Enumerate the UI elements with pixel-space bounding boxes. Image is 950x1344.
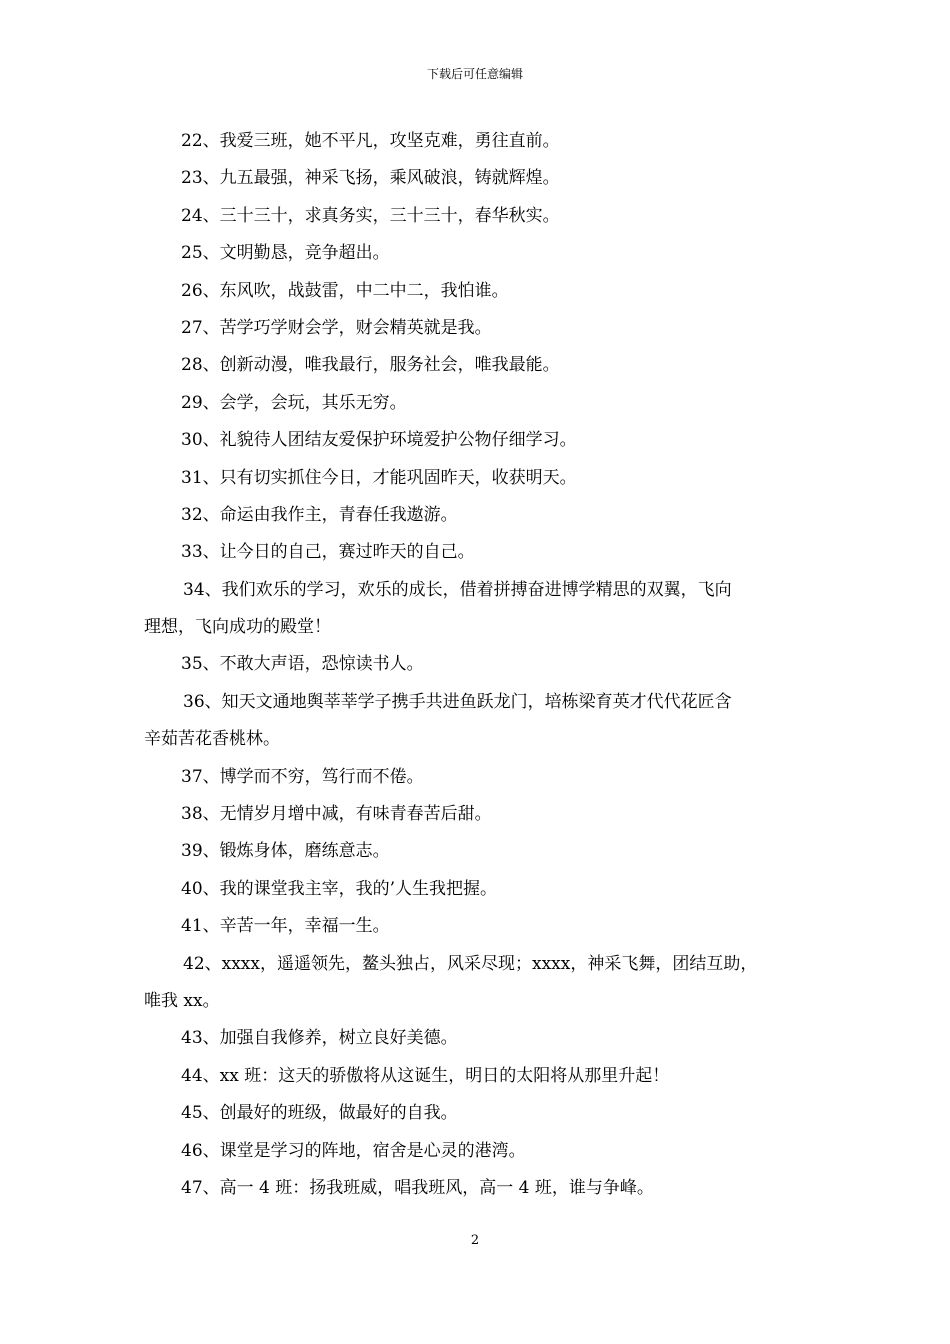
- slogan-42: 42、xxxx，遥遥领先，鳌头独占，风采尽现；xxxx，神采飞舞，团结互助，: [183, 953, 758, 974]
- slogan-36: 36、知天文通地舆莘莘学子携手共进鱼跃龙门，培栋梁育英才代代花匠含: [183, 691, 732, 712]
- document-body: [144, 123, 824, 1207]
- slogan-33: 33、让今日的自己，赛过昨天的自己。: [181, 542, 475, 563]
- slogan-43: 43、加强自我修养，树立良好美德。: [181, 1028, 458, 1049]
- slogan-45: 45、创最好的班级，做最好的自我。: [181, 1103, 458, 1124]
- page-header: 下载后可任意编辑: [426, 67, 523, 81]
- slogan-29: 29、会学，会玩，其乐无穷。: [181, 392, 407, 413]
- slogan-34: 34、我们欢乐的学习，欢乐的成长，借着拼搏奋进博学精思的双翼，飞向: [183, 579, 732, 600]
- slogan-37: 37、博学而不穷，笃行而不倦。: [181, 766, 424, 787]
- slogan-23: 23、九五最强，神采飞扬，乘风破浪，铸就辉煌。: [181, 168, 560, 189]
- slogan-38: 38、无情岁月增中减，有味青春苦后甜。: [181, 804, 492, 825]
- slogan-40: 40、我的课堂我主宰，我的’人生我把握。: [181, 878, 498, 899]
- slogan-39: 39、锻炼身体，磨练意志。: [181, 841, 390, 862]
- slogan-44: 44、xx 班：这天的骄傲将从这诞生，明日的太阳将从那里升起！: [181, 1065, 670, 1086]
- slogan-36-continued: 辛茹苦花香桃林。: [144, 729, 280, 750]
- slogan-42-continued: 唯我 xx。: [144, 990, 220, 1011]
- slogan-46: 46、课堂是学习的阵地，宿舍是心灵的港湾。: [181, 1140, 526, 1161]
- slogan-25: 25、文明勤恳，竞争超出。: [181, 243, 390, 264]
- slogan-41: 41、辛苦一年，幸福一生。: [181, 916, 390, 937]
- slogan-30: 30、礼貌待人团结友爱保护环境爱护公物仔细学习。: [181, 430, 577, 451]
- slogan-22: 22、我爱三班，她不平凡，攻坚克难，勇往直前。: [181, 131, 560, 151]
- slogan-47: 47、高一 4 班：扬我班威，唱我班风，高一 4 班，谁与争峰。: [181, 1177, 654, 1198]
- slogan-28: 28、创新动漫，唯我最行，服务社会，唯我最能。: [181, 355, 560, 376]
- slogan-34-continued: 理想，飞向成功的殿堂！: [144, 617, 331, 638]
- page-number: 2: [470, 1233, 480, 1248]
- slogan-27: 27、苦学巧学财会学，财会精英就是我。: [181, 317, 492, 338]
- slogan-32: 32、命运由我作主，青春任我遨游。: [181, 504, 458, 525]
- slogan-24: 24、三十三十，求真务实，三十三十，春华秋实。: [181, 205, 560, 226]
- slogan-31: 31、只有切实抓住今日，才能巩固昨天，收获明天。: [181, 467, 577, 488]
- slogan-26: 26、东风吹，战鼓雷，中二中二，我怕谁。: [181, 280, 509, 301]
- slogan-35: 35、不敢大声语，恐惊读书人。: [181, 654, 424, 675]
